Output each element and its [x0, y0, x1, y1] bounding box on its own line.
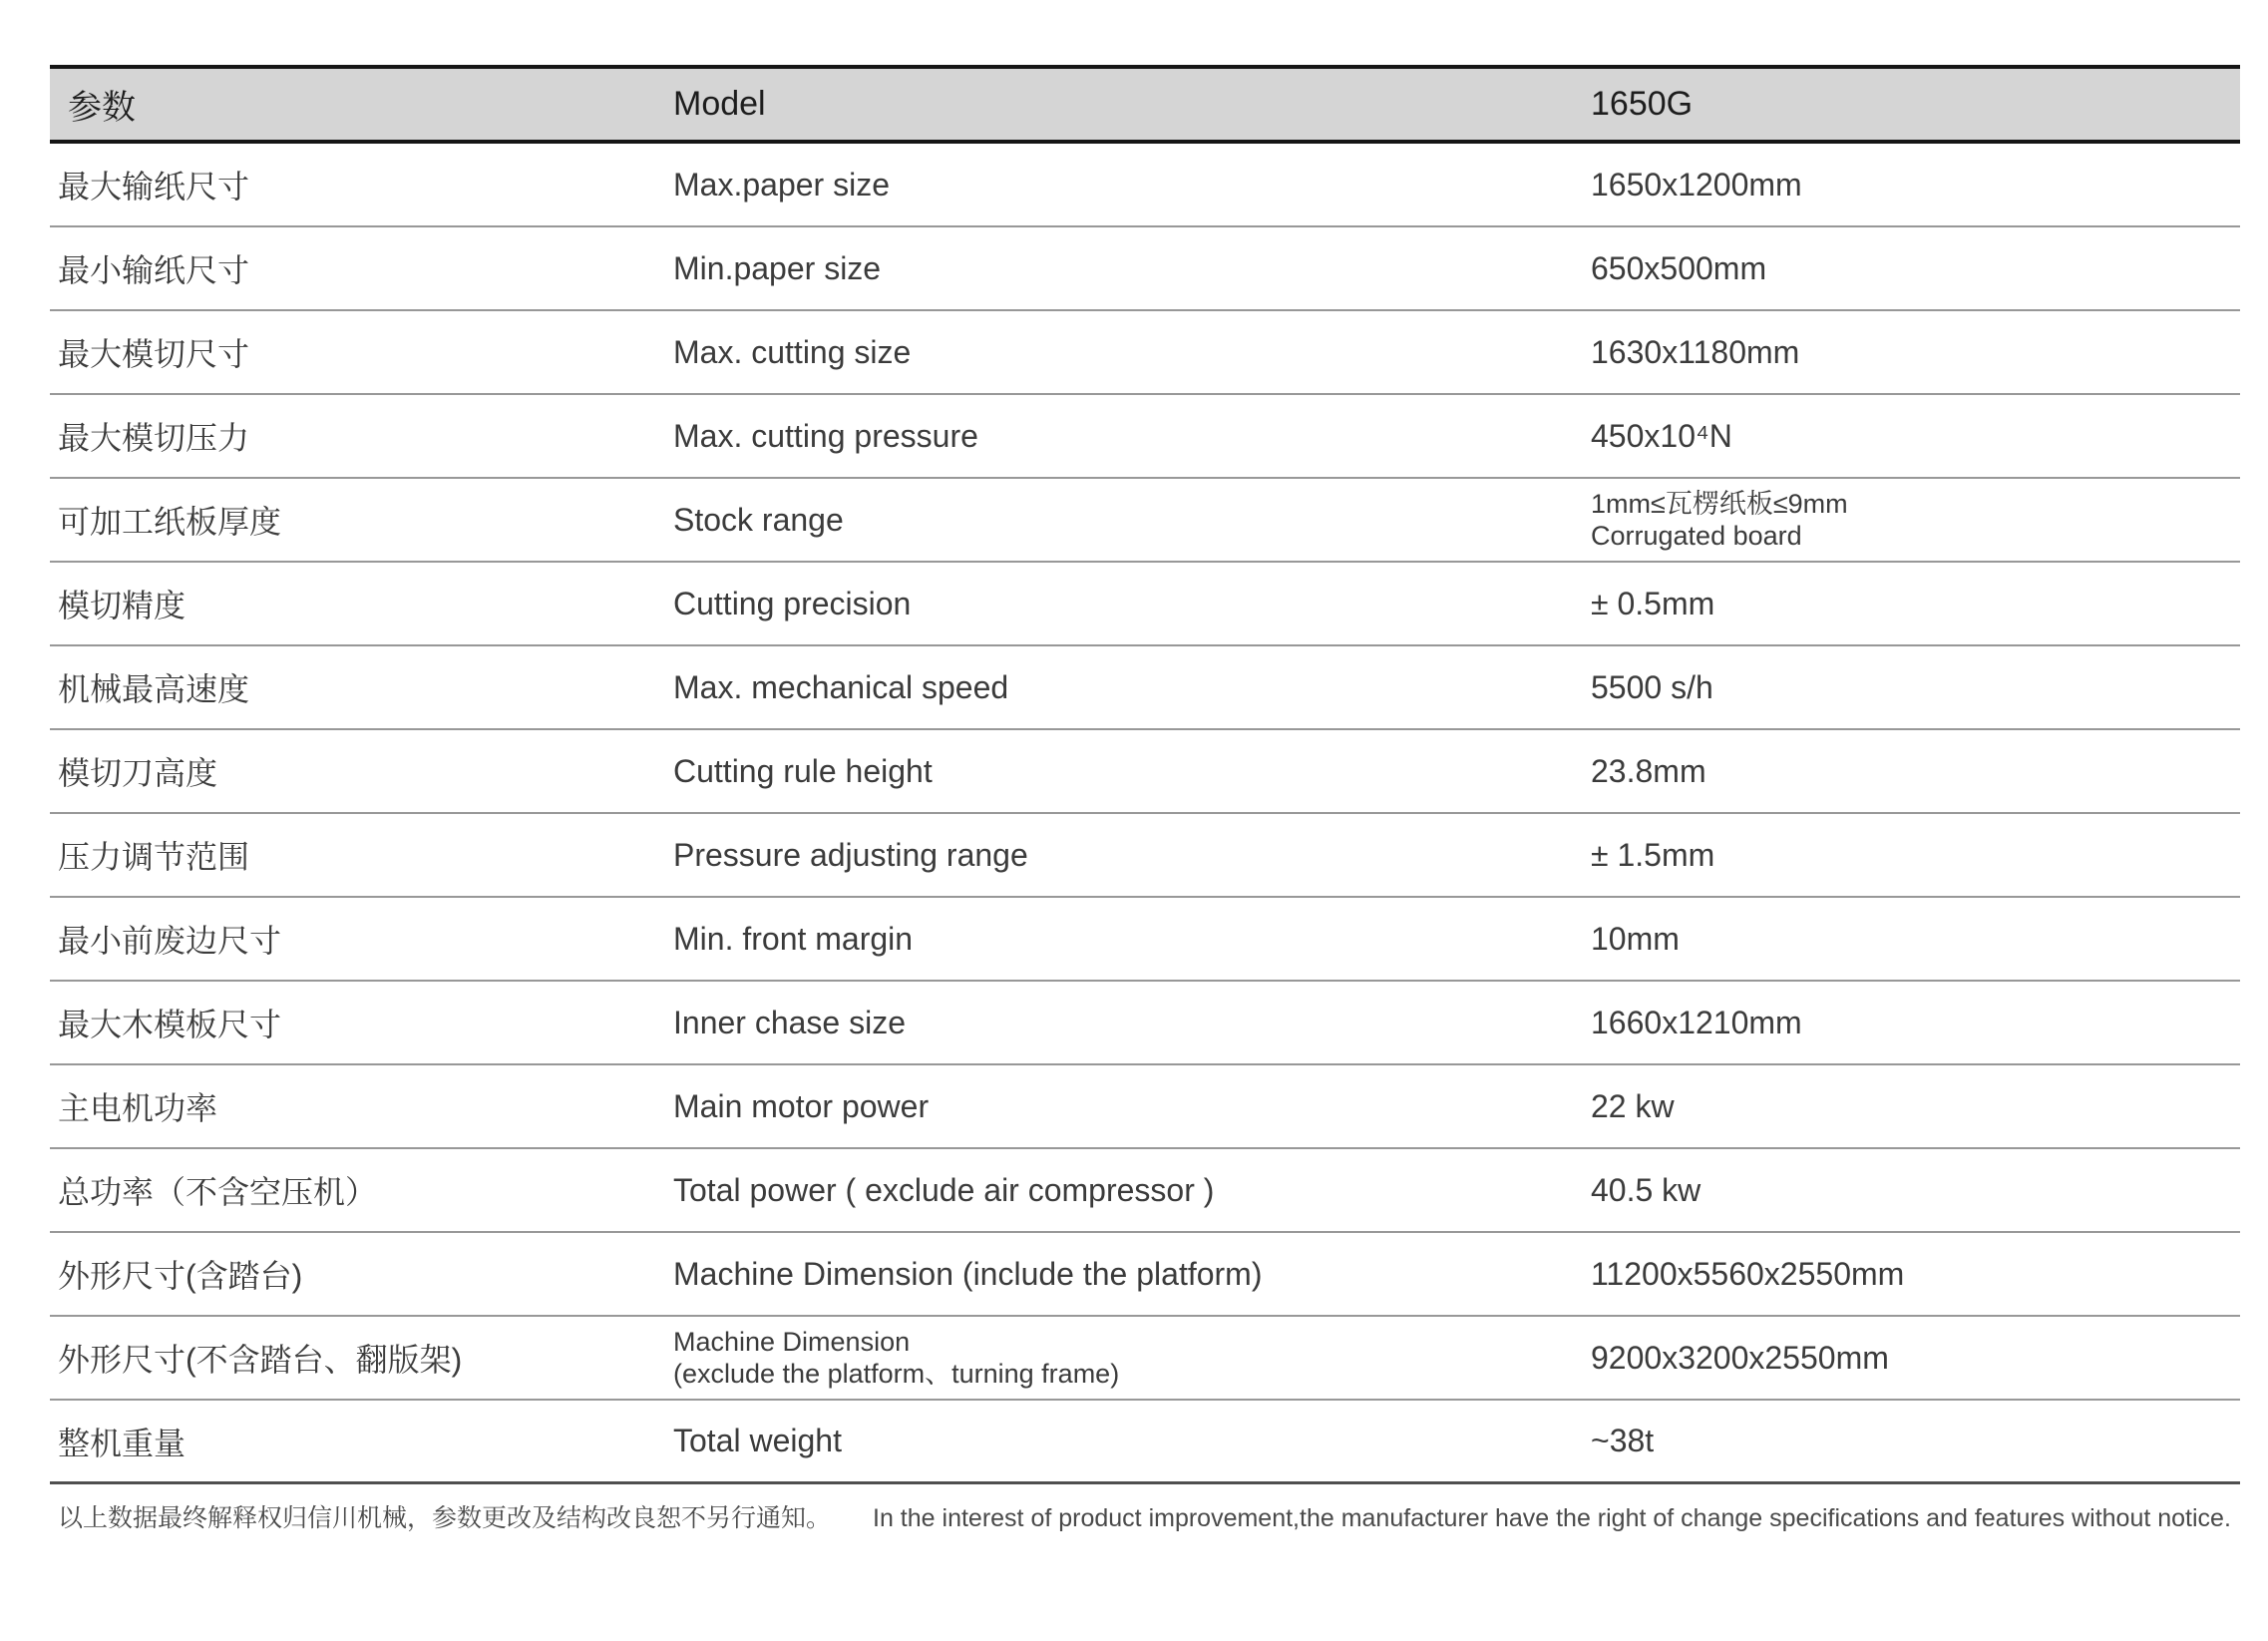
- spec-table: [50, 65, 2240, 1484]
- table-row: [50, 479, 2240, 563]
- spec-value: ± 0.5mm: [1591, 585, 1715, 621]
- spec-label-cn: 压力调节范围: [58, 839, 250, 875]
- spec-value: ± 1.5mm: [1591, 836, 1715, 873]
- spec-value: 1660x1210mm: [1591, 1004, 1802, 1040]
- table-row: [50, 563, 2240, 646]
- header-model-value: 1650G: [1591, 85, 1694, 123]
- spec-value: ~38t: [1591, 1423, 1655, 1458]
- spec-label-en: Max. cutting size: [673, 333, 912, 370]
- spec-label-cn: 模切精度: [58, 588, 187, 623]
- spec-value: 450x10⁴N: [1591, 417, 1732, 454]
- spec-value-line1: 1mm≤瓦楞纸板≤9mm: [1591, 488, 1848, 519]
- spec-label-cn: 最小前废边尺寸: [58, 923, 282, 959]
- spec-label-en: Max. mechanical speed: [673, 668, 1009, 705]
- spec-label-cn: 主电机功率: [58, 1090, 218, 1126]
- spec-label-cn: 最大模切尺寸: [58, 336, 250, 372]
- spec-label-en: Min. front margin: [673, 920, 914, 957]
- table-row: [50, 982, 2240, 1065]
- table-row: [50, 144, 2240, 227]
- spec-label-cn: 可加工纸板厚度: [58, 504, 282, 540]
- spec-label-cn: 最大木模板尺寸: [58, 1007, 282, 1042]
- spec-label-cn: 总功率（不含空压机）: [58, 1174, 378, 1210]
- table-row: [50, 1149, 2240, 1233]
- table-row: [50, 311, 2240, 395]
- spec-value: 40.5 kw: [1591, 1171, 1701, 1208]
- spec-label-en: [673, 1326, 1591, 1391]
- spec-label-en: Max. cutting pressure: [673, 417, 978, 454]
- spec-label-cn: 机械最高速度: [58, 671, 250, 707]
- spec-label-cn: 最大输纸尺寸: [58, 169, 250, 205]
- table-row: [50, 646, 2240, 730]
- spec-label-en: Total power ( exclude air compressor ): [673, 1171, 1215, 1208]
- table-row: [50, 227, 2240, 311]
- spec-value: 650x500mm: [1591, 249, 1767, 286]
- table-row: [50, 814, 2240, 898]
- spec-label-en: Main motor power: [673, 1087, 930, 1124]
- spec-value: 9200x3200x2550mm: [1591, 1339, 1889, 1376]
- table-row: [50, 395, 2240, 479]
- footnote: [58, 1498, 2231, 1534]
- spec-label-cn: 最小输纸尺寸: [58, 252, 250, 288]
- table-row: [50, 1401, 2240, 1484]
- spec-label-en-line1: Machine Dimension: [673, 1326, 911, 1357]
- spec-value: 23.8mm: [1591, 752, 1706, 789]
- table-row: [50, 1065, 2240, 1149]
- table-row: [50, 898, 2240, 982]
- spec-label-en: Max.paper size: [673, 166, 890, 203]
- spec-label-en: Cutting precision: [673, 585, 912, 621]
- spec-value: 10mm: [1591, 920, 1680, 957]
- table-row: [50, 1317, 2240, 1401]
- spec-label-cn: 最大模切压力: [58, 420, 250, 456]
- spec-value: 11200x5560x2550mm: [1591, 1255, 1905, 1292]
- spec-label-cn: 整机重量: [58, 1425, 187, 1461]
- spec-label-en-line2: (exclude the platform、turning frame): [673, 1359, 1120, 1389]
- spec-label-cn: 外形尺寸(含踏台): [58, 1258, 303, 1294]
- table-row: [50, 730, 2240, 814]
- spec-label-en: Machine Dimension (include the platform): [673, 1255, 1263, 1292]
- spec-label-en: Cutting rule height: [673, 752, 933, 789]
- spec-label-en: Pressure adjusting range: [673, 836, 1028, 873]
- spec-label-en: Stock range: [673, 501, 844, 538]
- header-parameter-label: 参数: [68, 89, 136, 127]
- footnote-en: In the interest of product improvement,the manufacturer have the right of change specifications and features without notice.: [873, 1504, 2231, 1532]
- spec-value: 5500 s/h: [1591, 668, 1713, 705]
- table-header-row: [50, 65, 2240, 144]
- spec-label-cn: 模切刀高度: [58, 755, 218, 791]
- spec-label-en: Inner chase size: [673, 1004, 907, 1040]
- table-row: [50, 1233, 2240, 1317]
- spec-value: 1630x1180mm: [1591, 333, 1800, 370]
- spec-value: [1591, 488, 2240, 553]
- spec-value: 22 kw: [1591, 1087, 1675, 1124]
- spec-label-en: Total weight: [673, 1423, 842, 1458]
- footnote-cn: 以上数据最终解释权归信川机械，参数更改及结构改良恕不另行通知。: [58, 1504, 832, 1532]
- spec-label-cn: 外形尺寸(不含踏台、翻版架): [58, 1342, 463, 1378]
- spec-value: 1650x1200mm: [1591, 166, 1802, 203]
- spec-label-en: Min.paper size: [673, 249, 882, 286]
- spec-value-line2: Corrugated board: [1591, 521, 1802, 551]
- header-model-label: Model: [673, 85, 766, 123]
